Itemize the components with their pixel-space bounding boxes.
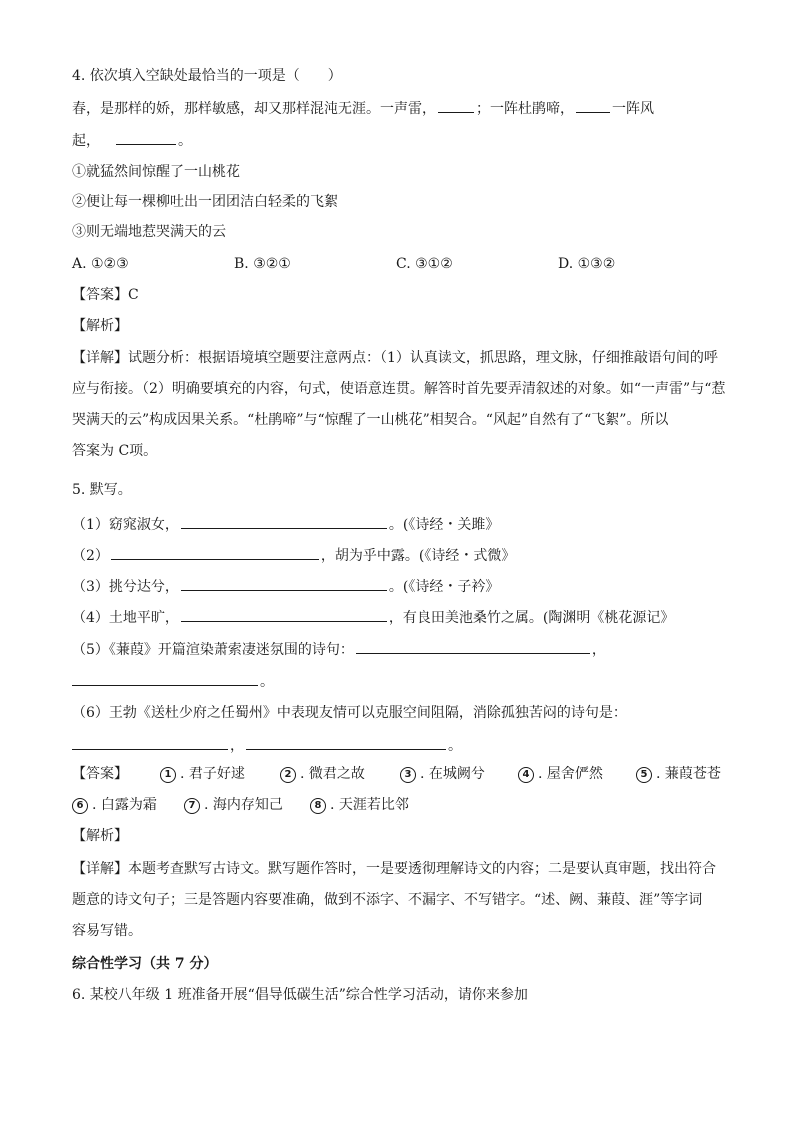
section-title: 综合性学习（共 7 分） (72, 956, 218, 972)
q5-s5-text-a: （5）《蒹葭》开篇渲染萧索凄迷氛围的诗句： (72, 642, 354, 658)
q5-answer-3 (400, 764, 485, 784)
q5-sentence-5-cont (72, 671, 274, 691)
q5-s4-text-a: （4）土地平旷， (72, 610, 179, 626)
q5-sentence-3 (72, 576, 499, 596)
q5-answer-4 (518, 764, 603, 784)
q5-sentence-6: （6）王勃《送杜少府之任蜀州》中表现友情可以克服空间阻隔，消除孤独苦闷的诗句是： (72, 705, 627, 721)
q5-s1-text-b: 。(《诗经・关雎》 (388, 517, 500, 533)
q4-passage-text-e: 。 (178, 133, 192, 149)
q5-s4-text-b: ，有良田美池桑竹之属。(陶渊明《桃花源记》 (388, 610, 675, 626)
circled-number-7: 7 (184, 798, 200, 814)
q5-answer-7 (184, 795, 283, 815)
q5-detail-label: 【详解】 (72, 861, 128, 877)
q5-detail-line1 (72, 859, 716, 879)
q5-sentence-4 (72, 607, 674, 627)
q5-blank-5 (356, 639, 590, 654)
q5-stem: 5. 默写。 (72, 482, 132, 498)
q5-s2-text-b: ，胡为乎中露。(《诗经・式微》 (320, 548, 516, 564)
q5-analysis-label: 【解析】 (72, 828, 128, 844)
q5-sentence-1 (72, 514, 499, 534)
q5-s5-text-b: ， (591, 642, 606, 658)
q4-answer-value: C (128, 287, 139, 303)
q5-answer-1 (160, 764, 245, 784)
q5-answer-1-text: . 君子好逑 (180, 766, 245, 782)
q4-passage-line1 (72, 98, 654, 118)
q5-answer-6 (72, 795, 157, 815)
q5-answer-3-text: . 在城阙兮 (420, 766, 485, 782)
q5-s6-text-c: 。 (448, 738, 462, 754)
q5-blank-4 (181, 607, 387, 622)
q4-detail-line4: 答案为 C项。 (72, 443, 158, 459)
circled-number-2: 2 (280, 767, 296, 783)
q4-passage-text-c: 一阵风 (612, 101, 654, 117)
q5-s2-text-a: （2） (72, 548, 109, 564)
q5-s3-text-b: 。(《诗经・子衿》 (388, 579, 500, 595)
q4-detail-text-1: 试题分析：根据语境填空题要注意两点：（1）认真读文，抓思路，理文脉，仔细推敲语句间的呼 (128, 350, 718, 366)
q5-answer-2-text: . 微君之故 (300, 766, 365, 782)
q5-s6-text-b: ， (230, 738, 244, 754)
q5-answer-5-text: . 蒹葭苍苍 (656, 766, 721, 782)
q5-s1-text-a: （1）窈窕淑女， (72, 517, 179, 533)
q5-detail-text-1: 本题考查默写古诗文。默写题作答时，一是要透彻理解诗文的内容；二是要认真审题，找出符合 (128, 861, 716, 877)
circled-number-5: 5 (636, 767, 652, 783)
q5-answer-8-text: . 天涯若比邻 (330, 797, 409, 813)
q4-blank-3 (116, 130, 176, 145)
q5-s3-text-a: （3）挑兮达兮， (72, 579, 179, 595)
q4-stem: 4. 依次填入空缺处最恰当的一项是（ ） (72, 68, 342, 84)
q5-s5-text-c: 。 (260, 674, 274, 690)
q5-detail-line3: 容易写错。 (72, 923, 142, 939)
q4-item-3: ③则无端地惹哭满天的云 (72, 224, 226, 240)
q5-blank-7 (72, 735, 228, 750)
q5-answer-4-text: . 屋舍俨然 (538, 766, 603, 782)
q5-sentence-6-cont (72, 735, 462, 755)
q4-detail-line1 (72, 348, 718, 368)
q5-sentence-5 (72, 639, 606, 659)
q5-answer-label: 【答案】 (72, 766, 128, 782)
q4-detail-line3: 哭满天的云”构成因果关系。“杜鹃啼”与“惊醒了一山桃花”相契合。“风起”自然有了“飞絮”。所以 (72, 412, 669, 428)
q4-blank-1 (438, 98, 474, 113)
q4-passage-line2 (72, 130, 192, 150)
q4-passage-text-b: ；一阵杜鹃啼， (476, 101, 574, 117)
q5-blank-2 (111, 545, 319, 560)
q4-option-b: B. ③②① (234, 256, 291, 272)
q4-blank-2 (576, 98, 610, 113)
q5-answer-8 (310, 795, 409, 815)
circled-number-6: 6 (72, 798, 88, 814)
q4-passage-text-d: 起， (72, 133, 100, 149)
q5-blank-6 (72, 671, 258, 686)
q5-answer-6-text: . 白露为霜 (92, 797, 157, 813)
q5-answer-5 (636, 764, 721, 784)
q5-detail-line2: 题意的诗文句子；三是答题内容要准确，做到不添字、不漏字、不写错字。“述、阙、蒹葭、涯”等字词 (72, 892, 703, 908)
q4-item-2: ②便让每一棵柳吐出一团团洁白轻柔的飞絮 (72, 194, 338, 210)
circled-number-3: 3 (400, 767, 416, 783)
circled-number-1: 1 (160, 767, 176, 783)
q4-answer-label: 【答案】 (72, 287, 128, 303)
q4-option-c: C. ③①② (396, 256, 453, 272)
q5-blank-3 (181, 576, 387, 591)
q6-stem: 6. 某校八年级 1 班准备开展“倡导低碳生活”综合性学习活动，请你来参加 (72, 987, 528, 1003)
circled-number-4: 4 (518, 767, 534, 783)
q5-sentence-2 (72, 545, 515, 565)
q5-answer-2 (280, 764, 365, 784)
q4-option-a: A. ①②③ (72, 256, 129, 272)
circled-number-8: 8 (310, 798, 326, 814)
q5-blank-8 (246, 735, 446, 750)
q4-analysis-label: 【解析】 (72, 318, 128, 334)
q4-option-d: D. ①③② (558, 256, 616, 272)
q5-answer-7-text: . 海内存知己 (204, 797, 283, 813)
q5-blank-1 (181, 514, 387, 529)
q4-detail-line2: 应与衔接。（2）明确要填充的内容，句式，使语意连贯。解答时首先要弄清叙述的对象。如“一声雷”与“惹 (72, 381, 726, 397)
q4-item-1: ①就猛然间惊醒了一山桃花 (72, 164, 240, 180)
q4-answer (72, 285, 139, 305)
q4-passage-text-a: 春，是那样的娇，那样敏感，却又那样混沌无涯。一声雷， (72, 101, 436, 117)
q4-detail-label: 【详解】 (72, 350, 128, 366)
